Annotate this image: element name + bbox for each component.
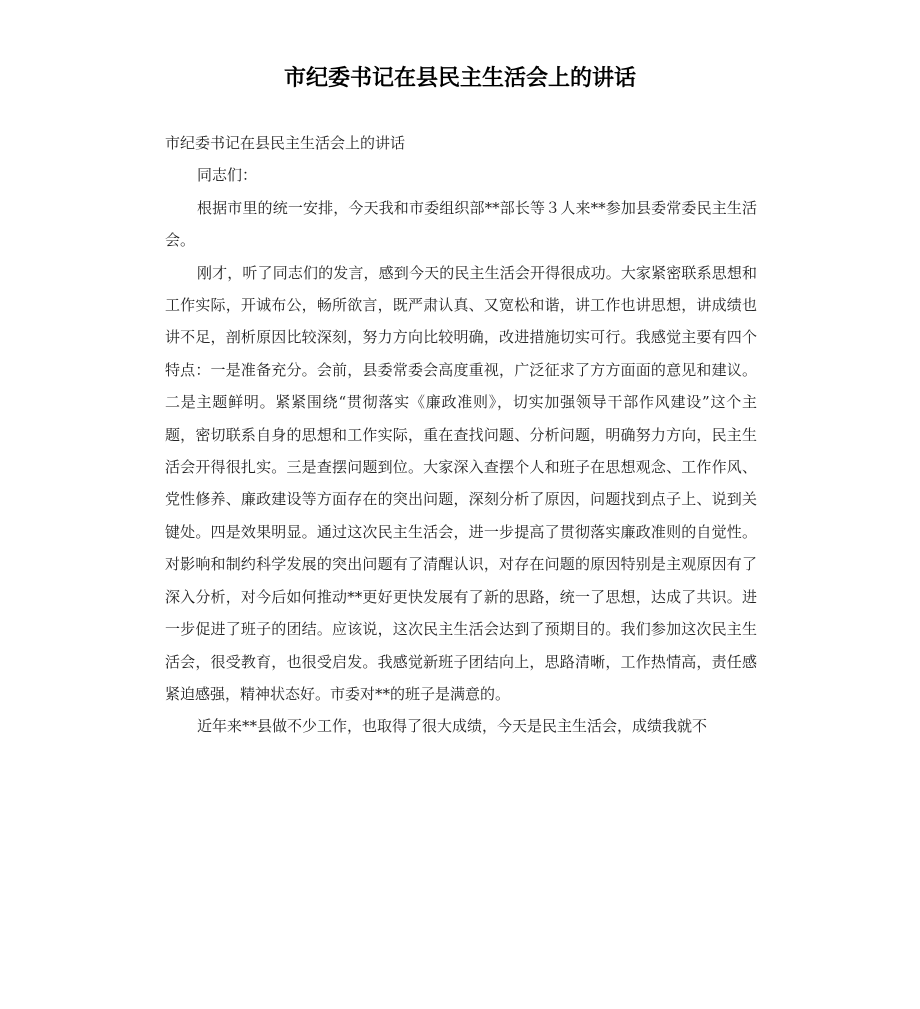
paragraph: 根据市里的统一安排，今天我和市委组织部**部长等３人来**参加县委常委民主生活会。: [165, 198, 757, 250]
paragraph: 近年来**县做不少工作，也取得了很大成绩，今天是民主生活会，成绩我就不: [197, 717, 708, 736]
paragraph: 刚才，听了同志们的发言，感到今天的民主生活会开得很成功。大家紧密联系思想和工作实际，开诚布公，畅所欲言，既严肃认真、又宽松和谐，讲工作也讲思想，讲成绩也讲不足，剖析原因比较深刻，努力方向比较明确，改进措施切实可行。我感觉主要有四个特点：一是准备充分。会前，县委常委会高度重视，广泛征求了方方面面的意见和建议。二是主题鲜明。紧紧围绕“贯彻落实《廉政准则》，切实加强领导干部作风建设”这个主题，密切联系自身的思想和工作实际，重在查找问题、分析问题，明确努力方向，民主生活会开得很扎实。三是查摆问题到位。大家深入查摆个人和班子在思想观念、工作作风、党性修养、廉政建设等方面存在的突出问题，深刻分析了原因，问题找到点子上、说到关键处。四是效果明显。通过这次民主生活会，进一步提高了贯彻落实廉政准则的自觉性。对影响和制约科学发展的突出问题有了清醒认识，对存在问题的原因特别是主观原因有了深入分析，对今后如何推动**更好更快发展有了新的思路，统一了思想，达成了共识。进一步促进了班子的团结。应该说，这次民主生活会达到了预期目的。我们参加这次民主生活会，很受教育，也很受启发。我感觉新班子团结向上，思路清晰，工作热情高，责任感紧迫感强，精神状态好。市委对**的班子是满意的。: [165, 263, 757, 703]
document-subtitle: 市纪委书记在县民主生活会上的讲话: [165, 134, 406, 152]
document-title: 市纪委书记在县民主生活会上的讲话: [283, 66, 636, 91]
document-body: [165, 127, 757, 743]
greeting: 同志们：: [197, 166, 258, 185]
